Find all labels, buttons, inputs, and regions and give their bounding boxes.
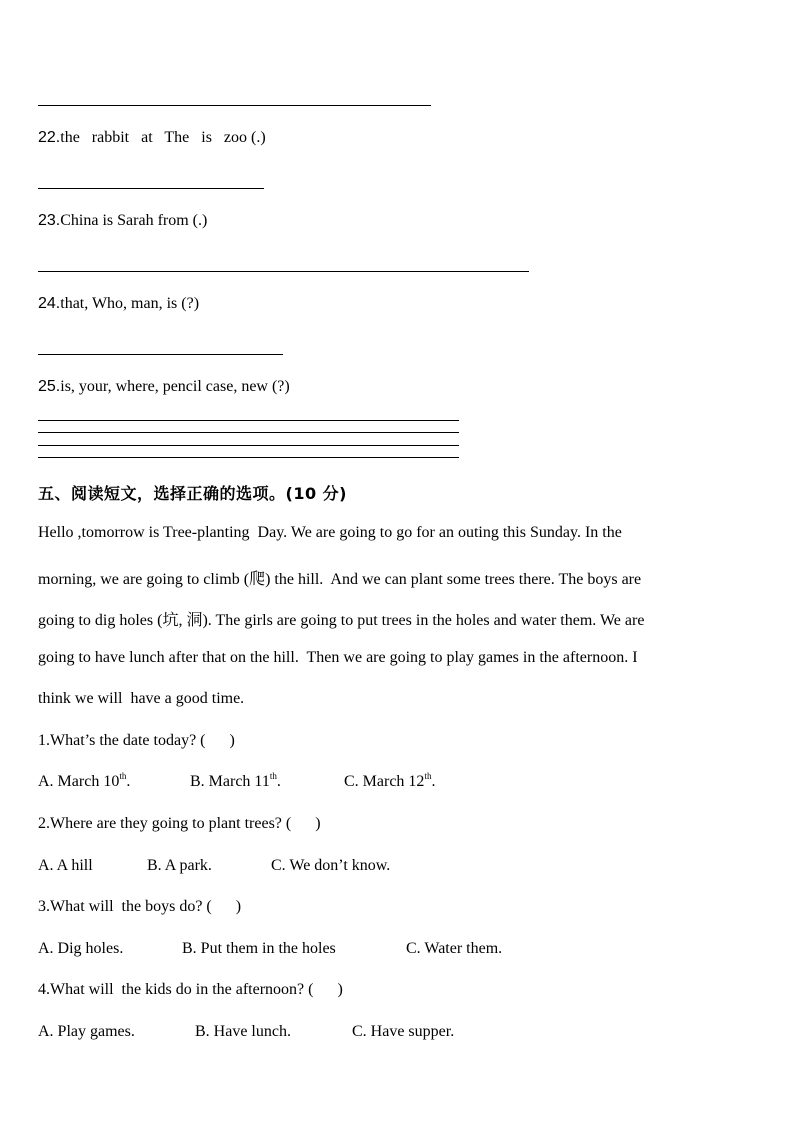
option-text: A. March 10 [38,773,120,790]
answer-line[interactable] [38,432,459,433]
question-stem: 4.What will the kids do in the afternoon? ( ) [38,981,343,998]
option-b[interactable]: B. A park. [147,857,212,874]
question-number: 23. [38,212,61,229]
option-c[interactable] [344,773,435,791]
question-text: that, Who, man, is (?) [60,295,200,312]
option-b[interactable]: B. Have lunch. [195,1023,291,1040]
question-stem: 3.What will the boys do? ( ) [38,898,242,915]
question-24 [38,295,199,313]
option-punct: . [276,773,281,790]
ordinal-suffix: th [269,771,277,781]
option-a[interactable]: A. A hill [38,857,93,874]
option-a[interactable]: A. Play games. [38,1023,135,1040]
option-c[interactable]: C. Water them. [406,940,503,957]
question-25 [38,378,290,396]
answer-line[interactable] [38,271,529,272]
question-text: is, your, where, pencil case, new (?) [60,378,290,395]
ordinal-suffix: th [119,771,127,781]
option-text: B. March 11 [190,773,270,790]
question-stem: 1.What’s the date today? ( ) [38,732,235,749]
question-number: 24. [38,295,61,312]
option-c[interactable]: C. We don’t know. [271,857,391,874]
option-punct: . [431,773,436,790]
passage-line: Hello ,tomorrow is Tree-planting Day. We are going to go for an outing this Sunday. In the [38,524,622,541]
question-number: 25. [38,378,61,395]
option-a[interactable]: A. Dig holes. [38,940,124,957]
question-stem: 2.Where are they going to plant trees? ( ) [38,815,321,832]
option-c[interactable]: C. Have supper. [352,1023,455,1040]
passage-line: morning, we are going to climb (爬) the hill. And we can plant some trees there. The boys are [38,571,642,588]
answer-line[interactable] [38,457,459,458]
passage-line: going to have lunch after that on the hill. Then we are going to play games in the afternoon. I [38,649,638,666]
passage-line: think we will have a good time. [38,690,245,707]
question-number: 22. [38,129,61,146]
option-punct: . [126,773,131,790]
answer-line[interactable] [38,188,264,189]
question-text: the rabbit at The is zoo (.) [60,129,266,146]
passage-line: going to dig holes (坑, 洞). The girls are going to put trees in the holes and water them. We are [38,612,645,629]
question-22 [38,129,266,147]
option-b[interactable]: B. Put them in the holes [182,940,336,957]
answer-line[interactable] [38,105,431,106]
section-title: 五、阅读短文，选择正确的选项。(10 分) [38,484,347,503]
ordinal-suffix: th [424,771,432,781]
answer-line[interactable] [38,420,459,421]
answer-line[interactable] [38,445,459,446]
answer-line[interactable] [38,354,283,355]
option-b[interactable] [190,773,281,791]
option-a[interactable] [38,773,130,791]
option-text: C. March 12 [344,773,425,790]
question-text: China is Sarah from (.) [60,212,208,229]
question-23 [38,212,207,230]
